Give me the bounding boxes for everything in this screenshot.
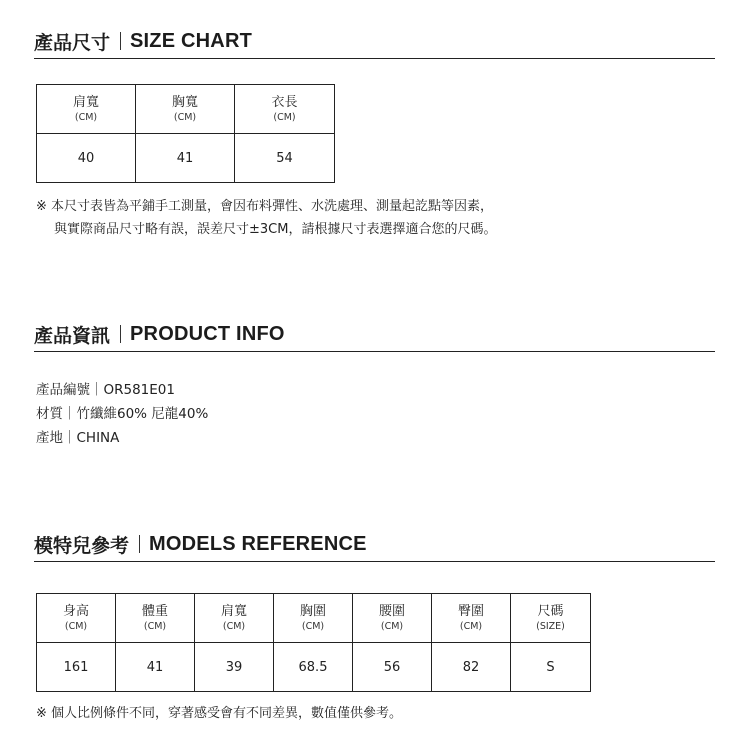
header-label: 腰圍 [378, 604, 405, 619]
table-row [37, 643, 591, 692]
title-divider [139, 535, 140, 553]
models-reference-title-en: MODELS REFERENCE [149, 532, 367, 555]
header-unit: (CM) [459, 621, 483, 632]
value-cell-hip: 82 [432, 643, 511, 692]
title-divider [120, 32, 121, 50]
size-chart-heading [34, 24, 715, 59]
header-cell-height [37, 594, 116, 643]
title-divider [120, 325, 121, 343]
header-label: 肩寬 [72, 95, 99, 110]
models-reference-title-zh: 模特兒參考 [34, 534, 130, 557]
value-cell-size: S [511, 643, 591, 692]
header-cell-shoulder [195, 594, 274, 643]
header-unit: (CM) [74, 112, 98, 123]
header-label: 臀圍 [457, 604, 484, 619]
note-line-2: 與實際商品尺寸略有誤，誤差尺寸±3CM，請根據尺寸表選擇適合您的尺碼。 [54, 222, 497, 237]
header-unit: (CM) [173, 112, 197, 123]
size-chart-note [36, 195, 496, 241]
value-cell-height: 161 [37, 643, 116, 692]
header-unit: (CM) [301, 621, 325, 632]
header-label: 肩寬 [220, 604, 247, 619]
value-cell-bust: 68.5 [274, 643, 353, 692]
value-cell-waist: 56 [353, 643, 432, 692]
size-chart-table [36, 84, 335, 183]
models-reference-heading [34, 527, 715, 562]
value-cell-weight: 41 [116, 643, 195, 692]
header-unit: (CM) [64, 621, 88, 632]
models-reference-table [36, 593, 591, 692]
header-cell-chest [136, 85, 235, 134]
models-reference-note [36, 702, 402, 725]
header-label: 體重 [141, 604, 168, 619]
product-info-heading [34, 317, 715, 352]
header-label: 尺碼 [537, 604, 564, 619]
product-info-list [36, 378, 208, 450]
origin-line: 產地｜CHINA [36, 430, 120, 446]
header-unit: (CM) [380, 621, 404, 632]
header-cell-length [235, 85, 335, 134]
header-cell-size [511, 594, 591, 643]
note-line-1: ※ 本尺寸表皆為平鋪手工測量，會因布料彈性、水洗處理、測量起訖點等因素， [36, 199, 494, 214]
product-info-title-en: PRODUCT INFO [130, 322, 285, 345]
material-line: 材質｜竹纖維60% 尼龍40% [36, 406, 209, 422]
header-unit: (CM) [222, 621, 246, 632]
size-chart-title-zh: 產品尺寸 [34, 31, 111, 54]
value-cell-shoulder: 40 [37, 134, 136, 183]
header-cell-weight [116, 594, 195, 643]
header-cell-shoulder [37, 85, 136, 134]
header-label: 胸寬 [171, 95, 198, 110]
header-unit: (CM) [273, 112, 296, 123]
table-row [37, 134, 335, 183]
header-unit: (CM) [143, 621, 167, 632]
value-cell-shoulder: 39 [195, 643, 274, 692]
value-cell-length: 54 [235, 134, 335, 183]
product-code-line: 產品編號｜OR581E01 [36, 382, 175, 398]
value-cell-chest: 41 [136, 134, 235, 183]
header-unit: (SIZE) [536, 621, 565, 632]
header-label: 胸圍 [299, 604, 326, 619]
product-info-title-zh: 產品資訊 [34, 324, 111, 347]
note-line: ※ 個人比例條件不同，穿著感受會有不同差異，數值僅供參考。 [36, 706, 403, 721]
header-cell-bust [274, 594, 353, 643]
size-chart-title-en: SIZE CHART [130, 29, 253, 52]
table-header-row [37, 594, 591, 643]
header-label: 衣長 [271, 95, 298, 110]
table-header-row [37, 85, 335, 134]
header-cell-waist [353, 594, 432, 643]
header-cell-hip [432, 594, 511, 643]
header-label: 身高 [62, 604, 89, 619]
